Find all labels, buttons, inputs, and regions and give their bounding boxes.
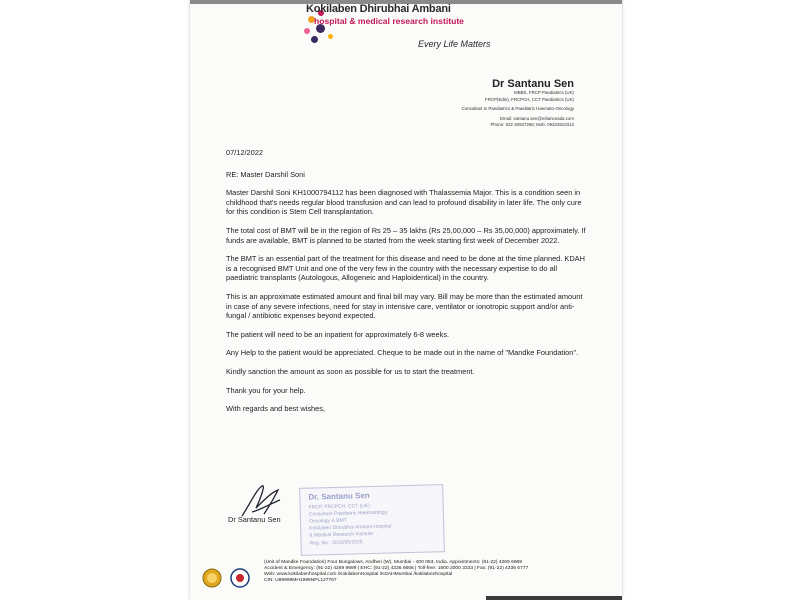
letterhead-footer [264, 560, 614, 584]
footer-line: (Unit of Mandke Foundation) Four Bungalows, Andheri (W), Mumbai - 400 053, India. Appointments: (91-22) 4269 6969 [264, 560, 522, 565]
letter-page [190, 0, 622, 600]
stamp-line: FRCP, FRCPCH, CCT (UK) [308, 503, 370, 511]
stamp-line: Dr. Santanu Sen [308, 491, 370, 502]
stamp-line: Kokilaben Dhirubhai Ambani Hospital [309, 523, 392, 532]
footer-line: Accident & Emergency: (91-22) 4269 9999 | EHC: (91-22) 4336 6666 | Toll-free: 1800 2000 3333 | Fax: (91-22) 4336 6777 [264, 565, 529, 571]
doctor-letterhead [461, 78, 574, 129]
letter-paragraph: Any Help to the patient would be appreciated. Cheque to be made out in the name of "Mandke Foundation". [226, 348, 579, 358]
stamp-line: & Medical Research Institute [309, 530, 374, 539]
doctor-name: Dr Santanu Sen [492, 78, 574, 90]
letter-body [226, 148, 586, 423]
stamp-line: Consultant Paediatric Haematology, [308, 509, 389, 518]
doctor-phone: Phone: 022 30937266; Mob: 09324810313 [490, 122, 574, 127]
scan-bottom-edge [486, 596, 622, 600]
letter-paragraph: Master Darshil Soni KH1000794112 has been diagnosed with Thalassemia Major. This is a condition seen in childhood that's needs regular blood transfusion and can lead to profound disability in later life. The only cure for this condition is Stem Cell transplantation. [226, 188, 582, 217]
doctor-role: Consultant in Paediatrics & Paediatric Haemato-Oncology [461, 106, 574, 111]
letter-paragraph: Thank you for your help. [226, 385, 306, 395]
stamp-line: Oncology & BMT [308, 517, 347, 525]
stamp-line: Reg. No.: 2010/05/2025 [309, 539, 363, 547]
footer-line: Web: www.kokilabenhospital.com /KokilabenHospital /KDAHMumbai /kokilabenhospital [264, 571, 453, 577]
hospital-tagline: Every Life Matters [418, 39, 491, 49]
hospital-name: Kokilaben Dhirubhai Ambani [306, 3, 451, 15]
doctor-stamp [299, 484, 445, 556]
doctor-email: Email: santanu.sen@relianceada.com [499, 115, 574, 121]
doctor-qualification: FRCP(Edin), FRCPCH, CCT Paediatrics (UK) [485, 96, 574, 102]
footer-line: CIN: U99999MH1996NPL127767 [264, 577, 337, 583]
letter-paragraph: The BMT is an essential part of the treatment for this disease and need to be done at the time planned. KDAH is a recognised BMT Unit and one of the very few in the country with the necessary expertise to do all paediatric transplants (Autologous, Allogeneic and Haploidentical) in the country. [226, 254, 585, 283]
doctor-qualification: MBBS, FRCP Paediatrics (UK) [514, 90, 574, 95]
letter-paragraph: The total cost of BMT will be in the region of Rs 25 – 35 lakhs (Rs 25,00,000 – Rs 35,00,000) approximately. If funds are available, BMT is planned to be started from the week starting first week of December 2022. [226, 225, 586, 245]
accreditation-logos [202, 568, 262, 588]
letter-subject: RE: Master Darshil Soni [226, 169, 305, 179]
letter-paragraph: This is an approximate estimated amount and final bill may vary. Bill may be more than the estimated amount in case of any severe infections, need for stay in intensive care, ventilator or ionotropic support and/or anti-fungal / antibiotic expenses beyond expected. [226, 291, 583, 321]
accreditation-badge-icon [202, 568, 262, 588]
letter-paragraph: With regards and best wishes, [226, 404, 325, 414]
letter-date: 07/12/2022 [226, 148, 263, 157]
letter-paragraph: The patient will need to be an inpatient for approximately 6-8 weeks. [226, 329, 450, 339]
letter-paragraph: Kindly sanction the amount as soon as possible for us to start the treatment. [226, 366, 475, 376]
hospital-subtitle: hospital & medical research institute [314, 16, 464, 26]
signature-name: Dr Santanu Sen [228, 515, 281, 524]
